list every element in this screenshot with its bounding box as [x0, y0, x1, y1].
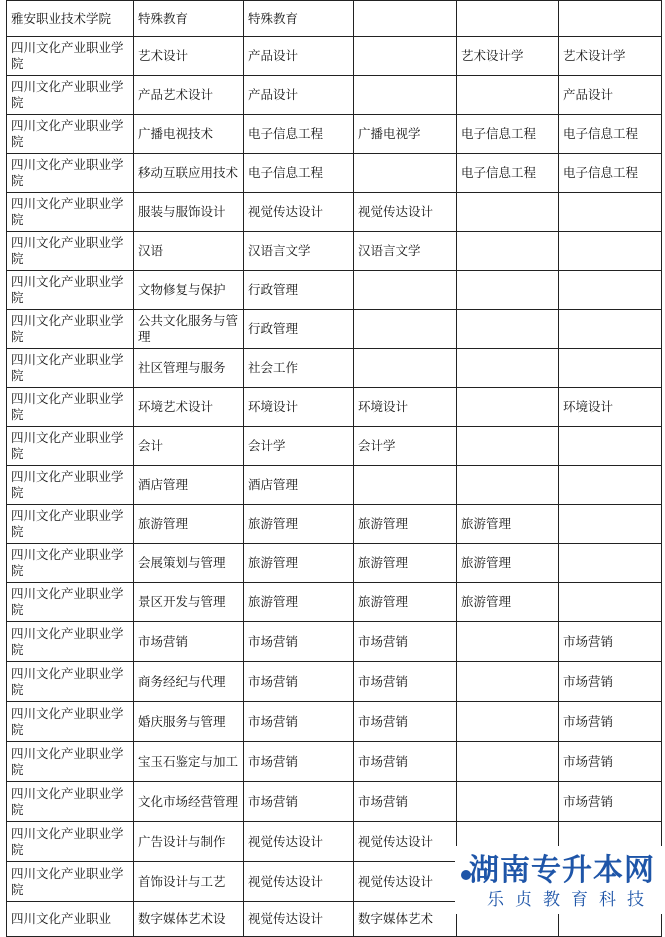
cell-vocational-major: 广播电视技术: [134, 115, 244, 154]
cell-related-major-3: 艺术设计学: [559, 37, 662, 76]
cell-vocational-major: 文化市场经营管理: [134, 782, 244, 822]
cell-undergrad-major: 环境设计: [244, 388, 354, 427]
cell-related-major-1: [354, 310, 457, 349]
cell-related-major-2: [457, 662, 559, 702]
cell-related-major-2: 电子信息工程: [457, 115, 559, 154]
cell-undergrad-major: 社会工作: [244, 349, 354, 388]
cell-undergrad-major: 视觉传达设计: [244, 193, 354, 232]
cell-school: 四川文化产业职业学院: [7, 583, 134, 622]
cell-vocational-major: 景区开发与管理: [134, 583, 244, 622]
cell-related-major-3: 环境设计: [559, 388, 662, 427]
cell-related-major-2: 电子信息工程: [457, 154, 559, 193]
cell-related-major-3: [559, 1, 662, 37]
cell-undergrad-major: 市场营销: [244, 702, 354, 742]
cell-related-major-2: [457, 782, 559, 822]
table-row: [7, 349, 662, 388]
cell-related-major-1: [354, 349, 457, 388]
cell-school: 四川文化产业职业学院: [7, 115, 134, 154]
cell-related-major-1: 旅游管理: [354, 505, 457, 544]
table-row: [7, 271, 662, 310]
cell-school: 四川文化产业职业学院: [7, 76, 134, 115]
cell-undergrad-major: 旅游管理: [244, 505, 354, 544]
cell-school: 四川文化产业职业学院: [7, 505, 134, 544]
cell-undergrad-major: 市场营销: [244, 662, 354, 702]
cell-vocational-major: 广告设计与制作: [134, 822, 244, 862]
cell-related-major-2: [457, 310, 559, 349]
table-row: [7, 583, 662, 622]
cell-undergrad-major: 市场营销: [244, 742, 354, 782]
cell-related-major-3: 市场营销: [559, 742, 662, 782]
table-row: [7, 505, 662, 544]
cell-related-major-3: 产品设计: [559, 76, 662, 115]
table-row: [7, 1, 662, 37]
cell-related-major-3: [559, 232, 662, 271]
cell-related-major-2: [457, 742, 559, 782]
majors-table: [6, 0, 662, 937]
cell-vocational-major: 社区管理与服务: [134, 349, 244, 388]
cell-school: 四川文化产业职业学院: [7, 310, 134, 349]
cell-related-major-3: [559, 466, 662, 505]
cell-vocational-major: 文物修复与保护: [134, 271, 244, 310]
cell-vocational-major: 数字媒体艺术设: [134, 902, 244, 937]
cell-school: 四川文化产业职业学院: [7, 193, 134, 232]
cell-related-major-1: 视觉传达设计: [354, 862, 457, 902]
cell-undergrad-major: 市场营销: [244, 782, 354, 822]
table-row: [7, 782, 662, 822]
cell-vocational-major: 艺术设计: [134, 37, 244, 76]
table-row: [7, 662, 662, 702]
cell-school: 四川文化产业职业学院: [7, 427, 134, 466]
table-row: [7, 76, 662, 115]
majors-table-container: [6, 0, 661, 937]
cell-related-major-3: [559, 427, 662, 466]
table-row: [7, 232, 662, 271]
cell-related-major-3: [559, 349, 662, 388]
cell-undergrad-major: 会计学: [244, 427, 354, 466]
cell-related-major-3: [559, 271, 662, 310]
cell-related-major-1: 视觉传达设计: [354, 822, 457, 862]
cell-school: 四川文化产业职业学院: [7, 271, 134, 310]
cell-undergrad-major: 旅游管理: [244, 583, 354, 622]
cell-school: 四川文化产业职业学院: [7, 862, 134, 902]
cell-school: 四川文化产业职业学院: [7, 232, 134, 271]
table-row: [7, 427, 662, 466]
table-row: [7, 310, 662, 349]
cell-undergrad-major: 视觉传达设计: [244, 822, 354, 862]
cell-undergrad-major: 产品设计: [244, 37, 354, 76]
cell-related-major-1: [354, 37, 457, 76]
cell-school: 四川文化产业职业学院: [7, 702, 134, 742]
cell-school: 四川文化产业职业学院: [7, 782, 134, 822]
cell-vocational-major: 市场营销: [134, 622, 244, 662]
cell-related-major-2: [457, 232, 559, 271]
cell-related-major-1: 广播电视学: [354, 115, 457, 154]
cell-related-major-2: [457, 271, 559, 310]
cell-related-major-1: [354, 271, 457, 310]
cell-school: 四川文化产业职业学院: [7, 349, 134, 388]
cell-vocational-major: 产品艺术设计: [134, 76, 244, 115]
cell-school: 四川文化产业职业学院: [7, 466, 134, 505]
cell-school: 四川文化产业职业学院: [7, 388, 134, 427]
table-row: [7, 388, 662, 427]
cell-related-major-1: [354, 1, 457, 37]
cell-vocational-major: 环境艺术设计: [134, 388, 244, 427]
cell-vocational-major: 特殊教育: [134, 1, 244, 37]
cell-related-major-1: 环境设计: [354, 388, 457, 427]
cell-related-major-3: 市场营销: [559, 782, 662, 822]
cell-related-major-3: 市场营销: [559, 662, 662, 702]
cell-school: 雅安职业技术学院: [7, 1, 134, 37]
cell-related-major-1: 汉语言文学: [354, 232, 457, 271]
cell-related-major-1: 视觉传达设计: [354, 193, 457, 232]
cell-vocational-major: 会计: [134, 427, 244, 466]
cell-undergrad-major: 汉语言文学: [244, 232, 354, 271]
cell-related-major-3: 电子信息工程: [559, 154, 662, 193]
cell-vocational-major: 商务经纪与代理: [134, 662, 244, 702]
cell-school: 四川文化产业职业: [7, 902, 134, 937]
cell-related-major-1: 旅游管理: [354, 583, 457, 622]
cell-related-major-2: [457, 349, 559, 388]
watermark: [455, 846, 665, 914]
cell-vocational-major: 移动互联应用技术: [134, 154, 244, 193]
cell-vocational-major: 公共文化服务与管理: [134, 310, 244, 349]
cell-related-major-3: 电子信息工程: [559, 115, 662, 154]
watermark-subtitle: 乐贞教育科技: [487, 890, 655, 910]
cell-related-major-1: 市场营销: [354, 622, 457, 662]
cell-undergrad-major: 行政管理: [244, 271, 354, 310]
cell-school: 四川文化产业职业学院: [7, 822, 134, 862]
cell-undergrad-major: 电子信息工程: [244, 115, 354, 154]
cell-vocational-major: 会展策划与管理: [134, 544, 244, 583]
cell-undergrad-major: 产品设计: [244, 76, 354, 115]
table-row: [7, 37, 662, 76]
cell-related-major-3: [559, 193, 662, 232]
cell-school: 四川文化产业职业学院: [7, 742, 134, 782]
cell-undergrad-major: 特殊教育: [244, 1, 354, 37]
cell-vocational-major: 服装与服饰设计: [134, 193, 244, 232]
table-body: [7, 1, 662, 937]
cell-related-major-2: [457, 1, 559, 37]
cell-related-major-3: 市场营销: [559, 622, 662, 662]
cell-related-major-1: [354, 76, 457, 115]
cell-related-major-3: [559, 310, 662, 349]
cell-related-major-1: 会计学: [354, 427, 457, 466]
cell-undergrad-major: 酒店管理: [244, 466, 354, 505]
watermark-title: 湖南专升本网: [469, 853, 655, 888]
table-row: [7, 702, 662, 742]
cell-school: 四川文化产业职业学院: [7, 622, 134, 662]
table-row: [7, 115, 662, 154]
table-row: [7, 466, 662, 505]
cell-vocational-major: 汉语: [134, 232, 244, 271]
table-row: [7, 193, 662, 232]
table-row: [7, 544, 662, 583]
cell-related-major-3: [559, 505, 662, 544]
cell-related-major-1: 市场营销: [354, 702, 457, 742]
cell-related-major-2: [457, 622, 559, 662]
cell-related-major-2: [457, 193, 559, 232]
cell-vocational-major: 酒店管理: [134, 466, 244, 505]
table-row: [7, 742, 662, 782]
cell-vocational-major: 首饰设计与工艺: [134, 862, 244, 902]
cell-undergrad-major: 行政管理: [244, 310, 354, 349]
cell-related-major-1: 数字媒体艺术: [354, 902, 457, 937]
cell-school: 四川文化产业职业学院: [7, 662, 134, 702]
cell-related-major-1: [354, 466, 457, 505]
cell-school: 四川文化产业职业学院: [7, 37, 134, 76]
cell-related-major-2: [457, 388, 559, 427]
table-row: [7, 154, 662, 193]
cell-related-major-3: [559, 583, 662, 622]
cell-related-major-3: 市场营销: [559, 702, 662, 742]
cell-undergrad-major: 旅游管理: [244, 544, 354, 583]
cell-undergrad-major: 电子信息工程: [244, 154, 354, 193]
cell-undergrad-major: 市场营销: [244, 622, 354, 662]
cell-related-major-1: 旅游管理: [354, 544, 457, 583]
cell-undergrad-major: 视觉传达设计: [244, 862, 354, 902]
cell-related-major-1: 市场营销: [354, 742, 457, 782]
cell-school: 四川文化产业职业学院: [7, 544, 134, 583]
cell-related-major-1: 市场营销: [354, 782, 457, 822]
cell-related-major-2: [457, 702, 559, 742]
cell-vocational-major: 宝玉石鉴定与加工: [134, 742, 244, 782]
cell-related-major-1: 市场营销: [354, 662, 457, 702]
cell-school: 四川文化产业职业学院: [7, 154, 134, 193]
table-row: [7, 622, 662, 662]
cell-related-major-3: [559, 544, 662, 583]
cell-related-major-1: [354, 154, 457, 193]
cell-undergrad-major: 视觉传达设计: [244, 902, 354, 937]
cell-vocational-major: 婚庆服务与管理: [134, 702, 244, 742]
cell-related-major-2: [457, 76, 559, 115]
cell-related-major-2: [457, 466, 559, 505]
cell-related-major-2: 旅游管理: [457, 583, 559, 622]
cell-related-major-2: 艺术设计学: [457, 37, 559, 76]
cell-related-major-2: [457, 427, 559, 466]
cell-related-major-2: 旅游管理: [457, 505, 559, 544]
cell-related-major-2: 旅游管理: [457, 544, 559, 583]
cell-vocational-major: 旅游管理: [134, 505, 244, 544]
